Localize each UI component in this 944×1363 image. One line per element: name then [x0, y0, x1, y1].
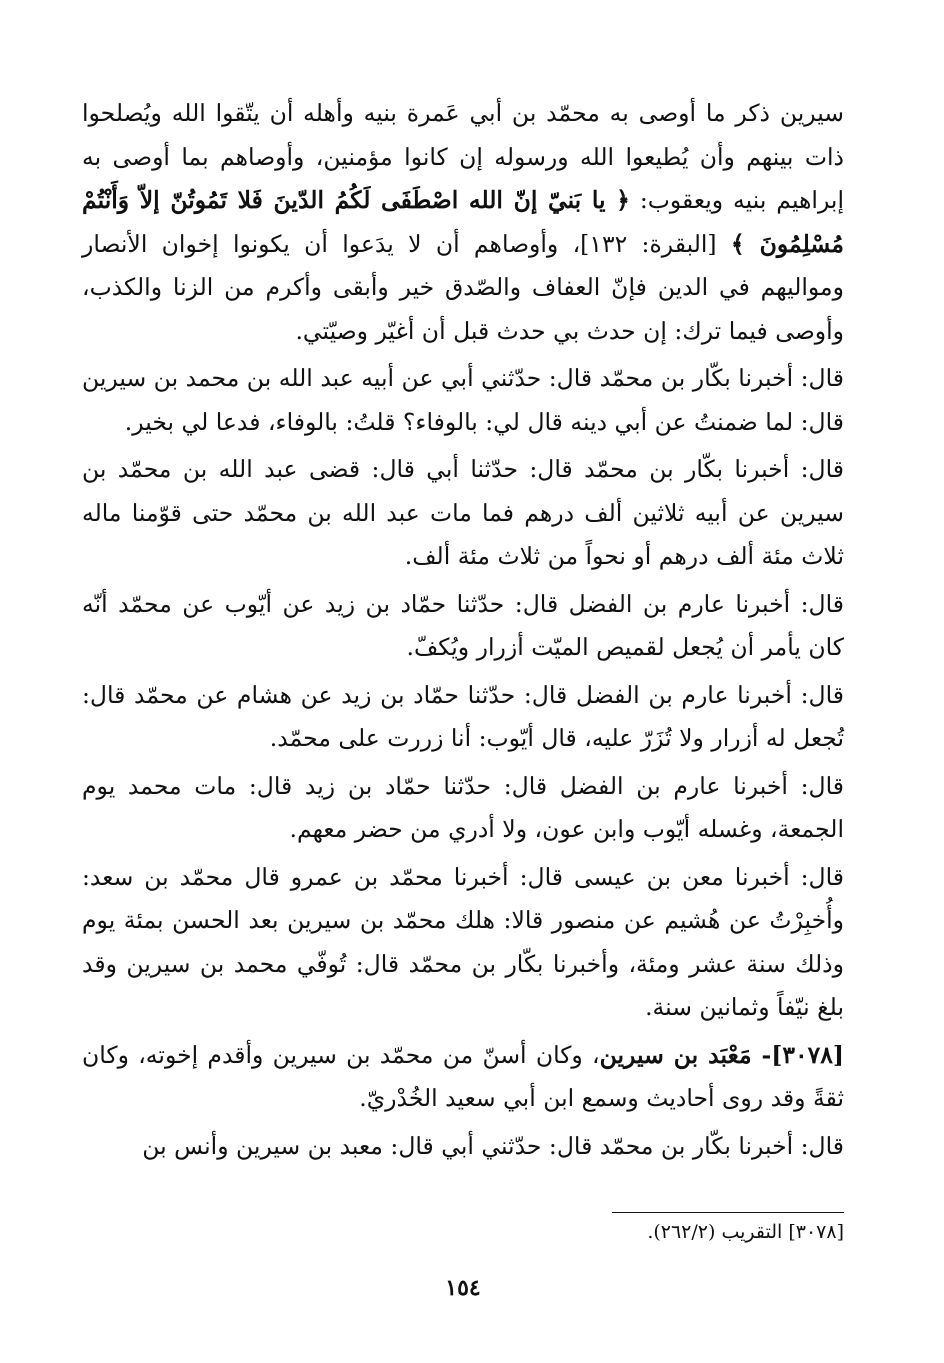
book-page [82, 92, 844, 1352]
paragraph: قال: أخبرنا بكّار بن محمّد قال: حدّثني أبي عن أبيه عبد الله بن محمد بن سيرين قال: لما ضمنتُ عن أبي دينه قال لي: بالوفاء؟ قلتُ: بالوفاء، فدعا لي بخير. [82, 364, 844, 436]
entry-heading: [٣٠٧٨]- مَعْبَد بن سيرين [599, 1040, 844, 1069]
footnote: [٣٠٧٨] التقريب (٢٦٢/٢). [647, 1221, 844, 1243]
biography-entry [82, 1034, 844, 1121]
paragraph: قال: أخبرنا بكّار بن محمّد قال: حدّثني أبي قال: معبد بن سيرين وأنس بن [142, 1131, 844, 1160]
paragraph: قال: أخبرنا معن بن عيسى قال: أخبرنا محمّد بن عمرو قال محمّد بن سعد: وأُخبِرْتُ عن هُشيم عن منصور قالا: هلك محمّد بن سيرين بعد الحسن بمئة يوم وذلك سنة عشر ومئة، وأخبرنا بكّار بن محمّد قال: تُوفّي محمد بن سيرين وقد بلغ نيّفاً وثمانين سنة. [82, 862, 844, 1021]
paragraph: قال: أخبرنا عارم بن الفضل قال: حدّثنا حمّاد بن زيد قال: مات محمد يوم الجمعة، وغسله أيّوب وابن عون، ولا أدري من حضر معهم. [82, 771, 844, 843]
paragraph: قال: أخبرنا عارم بن الفضل قال: حدّثنا حمّاد بن زيد عن هشام عن محمّد قال: تُجعل له أزرار ولا تُزَرّ عليه، قال أيّوب: أنا زررت على محمّد. [82, 680, 844, 752]
paragraph: قال: أخبرنا عارم بن الفضل قال: حدّثنا حمّاد بن زيد عن أيّوب عن محمّد أنّه كان يأمر أن يُجعل لقميص الميّت أزرار ويُكفّ. [82, 589, 844, 661]
paragraph-text: سيرين ذكر ما أوصى به محمّد بن أبي عَمرة بنيه وأهله أن يتّقوا الله ويُصلحوا ذات بينهم وأن يُطيعوا الله ورسوله إن كانوا مؤمنين، وأوصاهم بما أوصى به إبراهيم بنيه ويعقوب: [82, 99, 844, 214]
footnote-divider [612, 1212, 844, 1213]
paragraph-text: [البقرة: ١٣٢]، وأوصاهم أن لا يدَعوا أن يكونوا إخوان الأنصار ومواليهم في الدين فإنّ العفاف والصّدق خير وأبقى وأكرم من الزنا والكذب، وأوصى فيما ترك: إن حدث بي حدث قبل أن أغيّر وصيّتي. [82, 229, 844, 345]
quran-verse: ﴿ يا بَنيّ إنّ الله اصْطَفَى لَكُمُ الدّينَ فَلا تَمُوتُنّ إلاّ وَأَنْتُمْ مُسْلِمُونَ ﴾ [82, 186, 844, 258]
page-number: ١٥٤ [445, 1275, 481, 1301]
paragraph-text: ، وكان أسنّ من محمّد بن سيرين وأقدم إخوته، وكان ثقةً وقد روى أحاديث وسمع ابن أبي سعيد الخُدْريّ. [82, 1040, 844, 1112]
main-text [82, 92, 844, 1168]
paragraph: قال: أخبرنا بكّار بن محمّد قال: حدّثنا أبي قال: قضى عبد الله بن محمّد بن سيرين عن أبيه ثلاثين ألف درهم فما مات عبد الله بن محمّد حتى قوّمنا ماله ثلاث مئة ألف درهم أو نحواً من ثلاث مئة ألف. [82, 455, 844, 570]
paragraph-will [82, 92, 844, 353]
